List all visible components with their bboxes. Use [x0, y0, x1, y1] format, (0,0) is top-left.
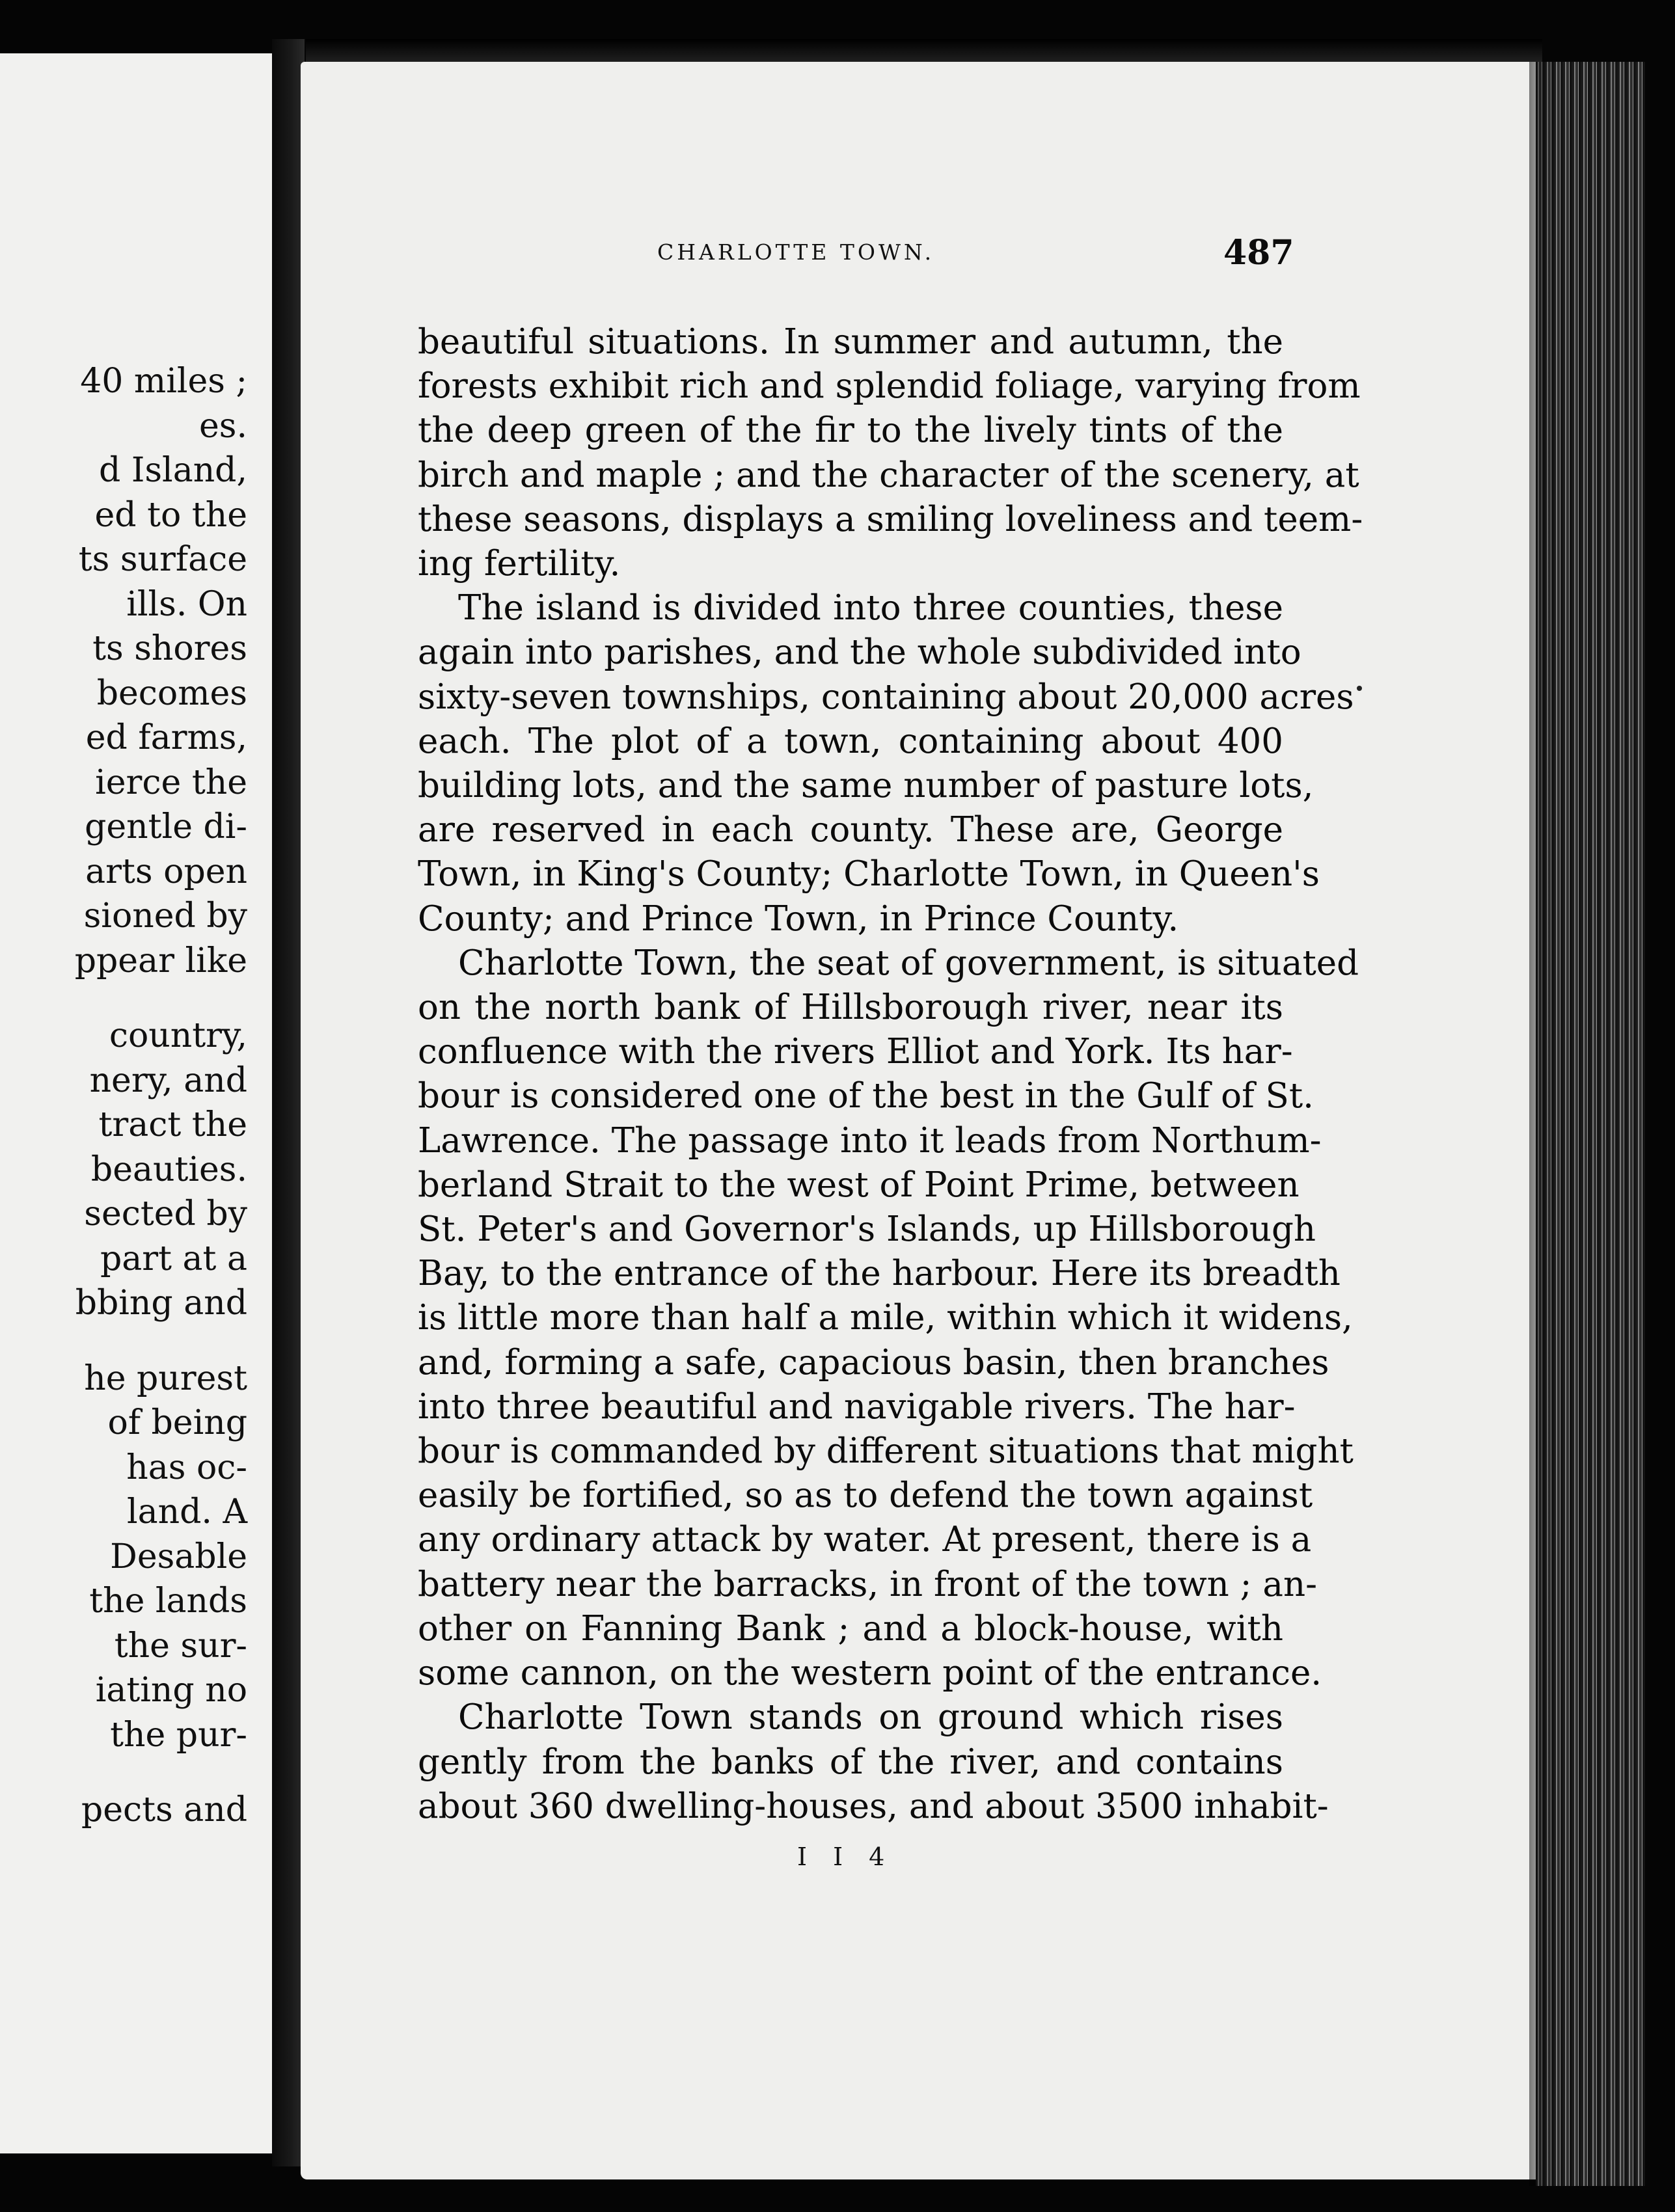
text-line: birch and maple ; and the character of the scenery, at [418, 455, 1359, 495]
text-line: Lawrence. The passage into it leads from Northum- [418, 1120, 1322, 1161]
previous-page-line: the pur- [110, 1715, 247, 1755]
previous-page-line: the sur- [114, 1626, 247, 1666]
text-line: gently from the banks of the river, and contains [418, 1742, 1283, 1782]
text-line: each. The plot of a town, containing about 400 [418, 721, 1283, 761]
text-line: is little more than half a mile, within which it widens, [418, 1298, 1353, 1338]
previous-page-line: ierce the [95, 762, 247, 802]
text-line: these seasons, displays a smiling loveliness and teem- [418, 499, 1363, 539]
paragraph [418, 586, 1354, 941]
previous-page-line: country, [109, 1016, 247, 1055]
previous-page-line: sioned by [83, 897, 247, 936]
text-line: bour is considered one of the best in the Gulf of St. [418, 1076, 1314, 1116]
previous-page-line: sected by [84, 1194, 247, 1234]
paragraph [418, 320, 1363, 586]
previous-page-line: part at a [100, 1239, 247, 1278]
text-line: the deep green of the fir to the lively tints of the [418, 411, 1283, 451]
previous-page-line: becomes [96, 673, 247, 713]
page-body-text [418, 320, 1363, 1829]
page-number: 487 [1223, 233, 1294, 273]
fore-edge-shadow [1529, 62, 1555, 2186]
previous-page-line [75, 1757, 247, 1788]
previous-page-line: of being [107, 1403, 247, 1442]
previous-page-line: d Island, [99, 451, 247, 490]
previous-page-line: he purest [84, 1358, 247, 1398]
previous-page-line [75, 983, 247, 1014]
text-line: about 360 dwelling-houses, and about 3500 inhabit- [418, 1786, 1329, 1826]
text-line: Town, in King's County; Charlotte Town, in Queen's [418, 854, 1320, 895]
previous-page-line: nery, and [89, 1060, 247, 1100]
text-line: building lots, and the same number of pasture lots, [418, 766, 1314, 806]
previous-page-line: beauties. [90, 1150, 247, 1189]
previous-page-line: Desable [110, 1537, 247, 1576]
previous-page-line: gentle di- [85, 807, 247, 846]
previous-page-line: tract the [98, 1105, 247, 1144]
previous-page-line: es. [199, 406, 247, 446]
text-line: Charlotte Town, the seat of government, is situated [458, 943, 1359, 983]
previous-page-line: ts surface [78, 540, 247, 579]
book-gutter [272, 39, 305, 2166]
text-line: Charlotte Town stands on ground which rises [458, 1697, 1283, 1738]
text-line: ing fertility. [418, 544, 621, 584]
paragraph [418, 1695, 1329, 1829]
text-line: again into parishes, and the whole subdivided into [418, 632, 1301, 673]
top-shadow [306, 39, 1542, 64]
text-line: on the north bank of Hillsborough river, near its [418, 988, 1283, 1028]
previous-page-line [75, 1326, 247, 1356]
signature-mark: I I 4 [797, 1842, 894, 1871]
text-line: berland Strait to the west of Point Prime, between [418, 1165, 1300, 1205]
previous-page-line: iating no [95, 1671, 247, 1710]
text-line: County; and Prince Town, in Prince County. [418, 898, 1179, 939]
ink-speck [1357, 686, 1362, 691]
previous-page-line: arts open [85, 852, 247, 891]
text-line: some cannon, on the western point of the entrance. [418, 1653, 1322, 1693]
text-line: into three beautiful and navigable rivers. The har- [418, 1386, 1296, 1427]
previous-page-line: ppear like [74, 941, 247, 980]
previous-page-line: 40 miles ; [80, 362, 247, 401]
text-line: battery near the barracks, in front of the town ; an- [418, 1564, 1318, 1604]
previous-page-line: ills. On [126, 584, 247, 624]
previous-page-line: ts shores [92, 629, 247, 668]
previous-page-line: has oc- [126, 1448, 247, 1487]
previous-page-line: pects and [81, 1790, 247, 1829]
text-line: easily be fortified, so as to defend the town against [418, 1476, 1313, 1516]
text-line: forests exhibit rich and splendid foliage, varying from [418, 366, 1361, 407]
previous-page-line: ed farms, [85, 718, 247, 757]
paragraph [418, 941, 1359, 1695]
text-line: The island is divided into three counties, these [458, 588, 1283, 628]
previous-page [0, 53, 274, 2153]
text-line: beautiful situations. In summer and autumn, the [418, 322, 1283, 362]
text-line: confluence with the rivers Elliot and York. Its har- [418, 1032, 1293, 1072]
text-line: and, forming a safe, capacious basin, then branches [418, 1342, 1329, 1382]
text-line: Bay, to the entrance of the harbour. Here its breadth [418, 1254, 1341, 1294]
previous-page-line: bbing and [75, 1284, 247, 1323]
previous-page-line: ed to the [94, 495, 247, 535]
text-line: bour is commanded by different situations that might [418, 1431, 1354, 1472]
text-line: sixty-seven townships, containing about 20,000 acres [418, 677, 1354, 717]
text-line: are reserved in each county. These are, George [418, 810, 1283, 850]
text-line: St. Peter's and Governor's Islands, up Hillsborough [418, 1209, 1316, 1250]
text-line: other on Fanning Bank ; and a block-house, with [418, 1608, 1283, 1649]
running-title: CHARLOTTE TOWN. [657, 239, 935, 265]
text-line: any ordinary attack by water. At present, there is a [418, 1520, 1312, 1560]
previous-page-line: the lands [89, 1582, 247, 1621]
previous-page-text [75, 359, 247, 1833]
previous-page-line: land. A [126, 1492, 247, 1531]
